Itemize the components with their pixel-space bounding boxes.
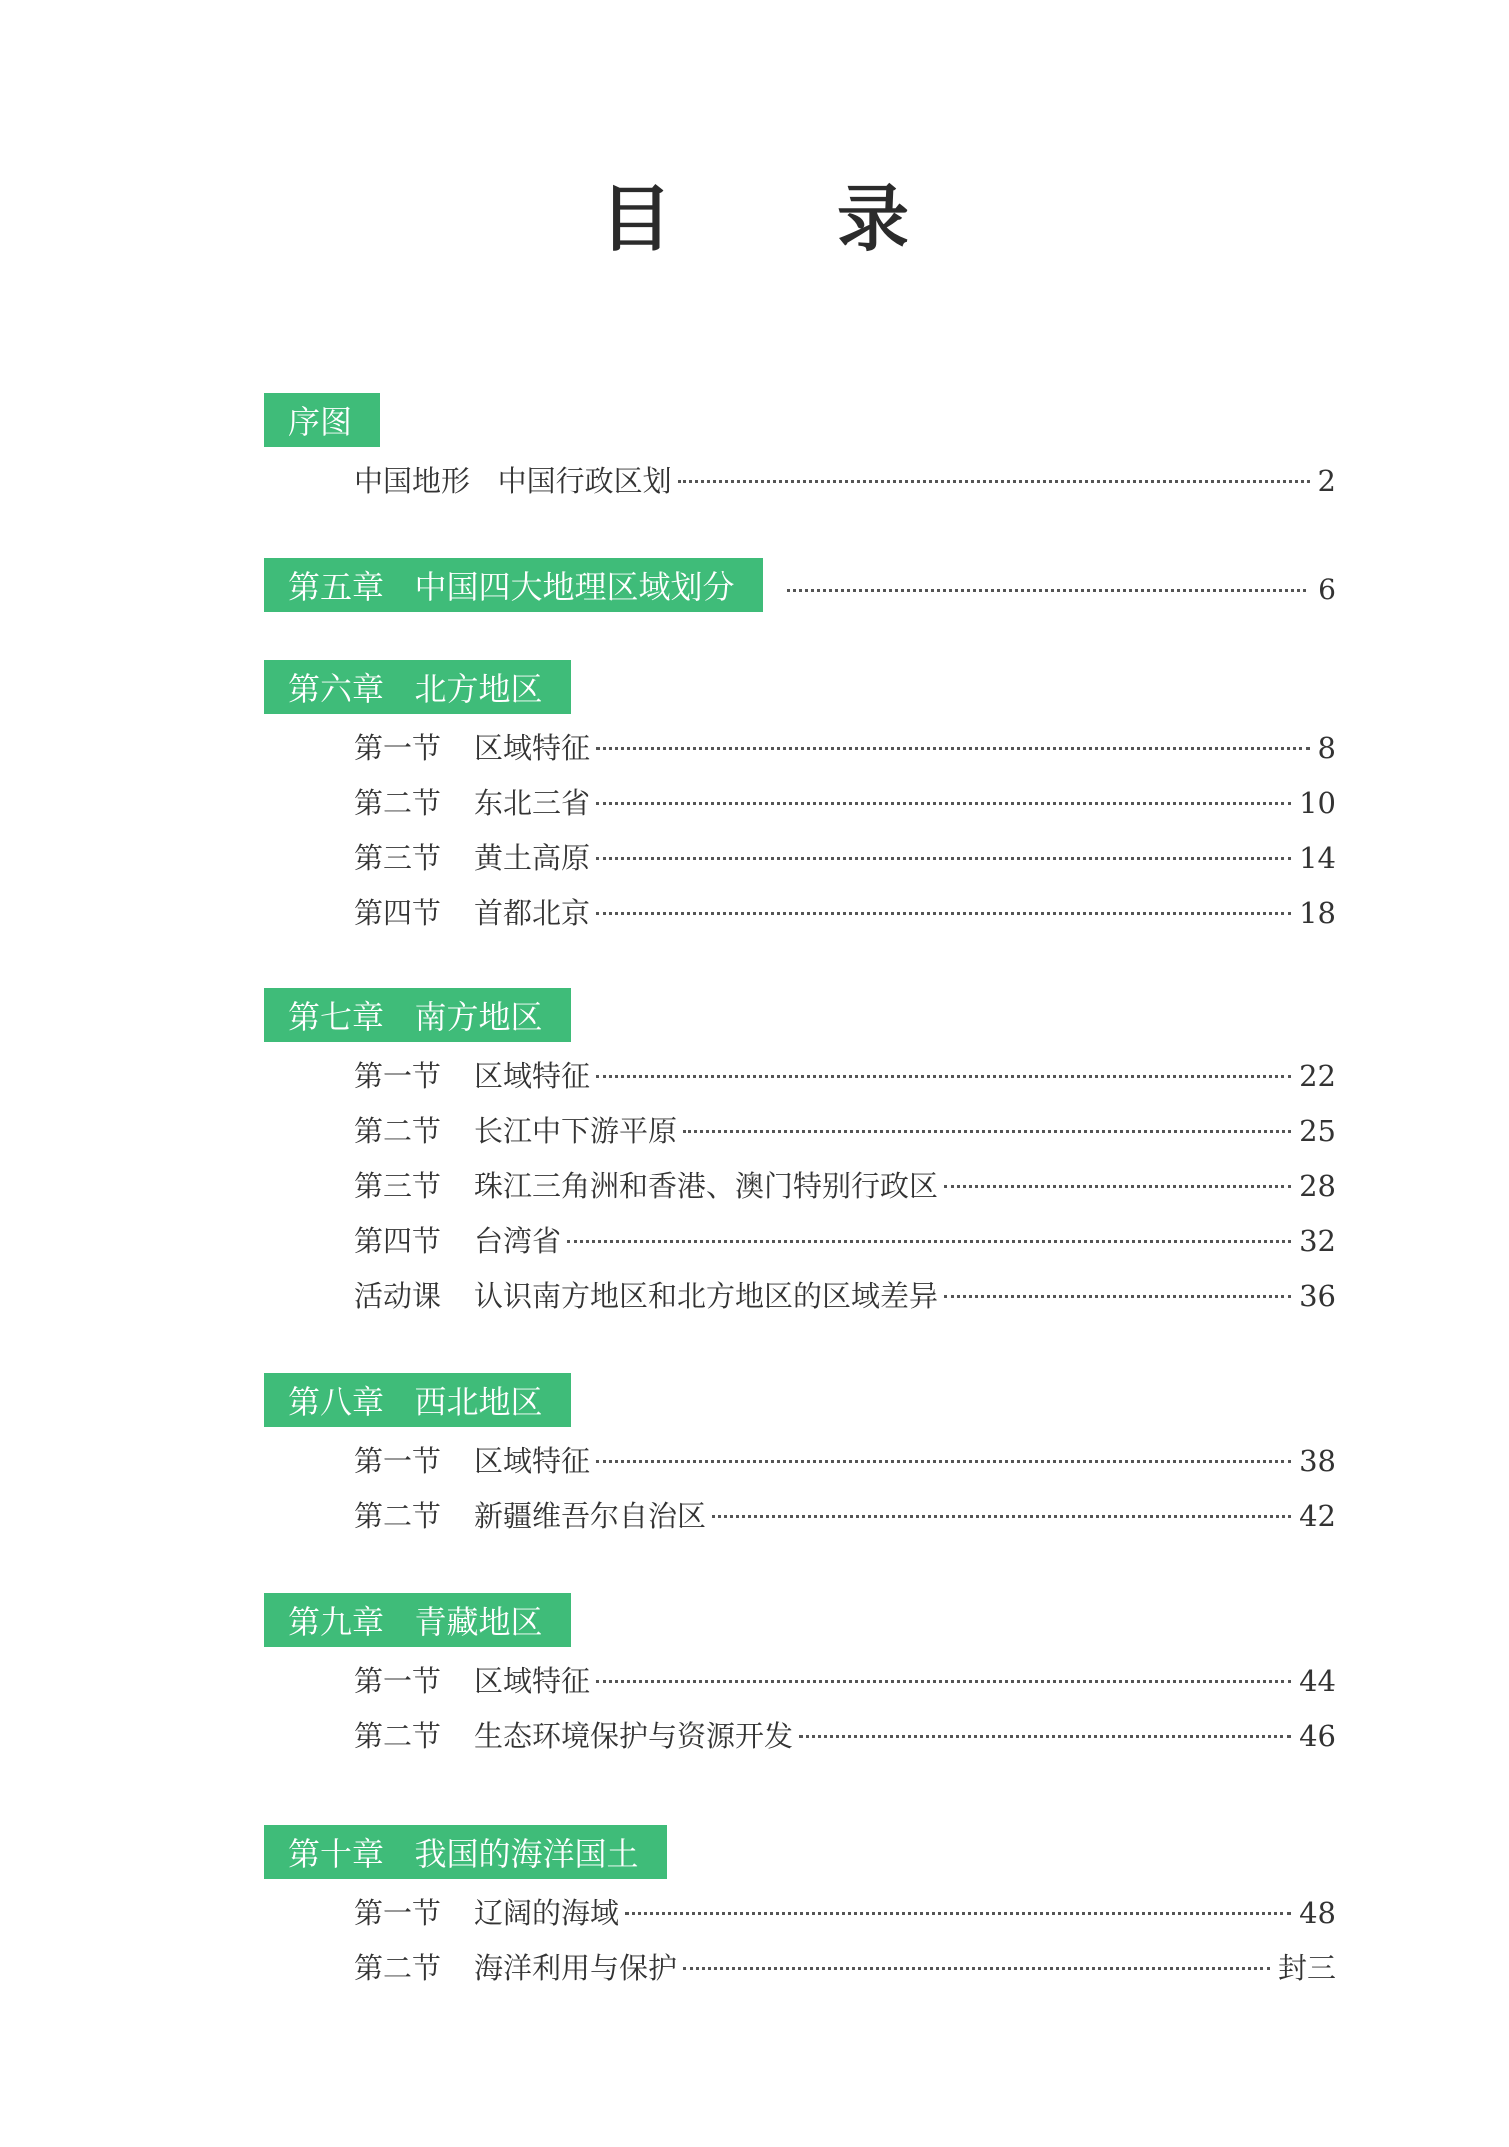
section-number: 活动课: [354, 1279, 442, 1313]
chapter-heading[interactable]: [264, 1593, 1336, 1647]
toc-entry[interactable]: [264, 1439, 1336, 1494]
section-title: 区域特征: [474, 1444, 591, 1478]
toc-entry[interactable]: [264, 1109, 1336, 1164]
dot-leader: [596, 912, 1291, 915]
dot-leader: [567, 1240, 1291, 1243]
dot-leader: [944, 1185, 1291, 1188]
section-title: 海洋利用与保护: [474, 1951, 678, 1985]
chapter-label: 第八章 西北地区: [264, 1373, 571, 1427]
dot-leader: [596, 1680, 1291, 1683]
chapter-label: 第七章 南方地区: [264, 988, 571, 1042]
section-title: 区域特征: [474, 1059, 591, 1093]
section-number: 第二节: [354, 1719, 442, 1753]
dot-leader: [596, 857, 1291, 860]
section-number: 第一节: [354, 1059, 442, 1093]
toc-entry[interactable]: [264, 1219, 1336, 1274]
chapter-block: [264, 393, 1336, 514]
chapter-heading[interactable]: [264, 1825, 1336, 1879]
section-title: 首都北京: [474, 896, 591, 930]
page-number: 22: [1299, 1059, 1336, 1093]
page-number: 14: [1299, 841, 1336, 875]
chapter-label: 第六章 北方地区: [264, 660, 571, 714]
page-number: 封三: [1277, 1951, 1336, 1985]
section-title: 辽阔的海域: [474, 1896, 620, 1930]
toc-entry[interactable]: [264, 1494, 1336, 1549]
page-number: 25: [1299, 1114, 1336, 1148]
section-title: 长江中下游平原: [474, 1114, 678, 1148]
dot-leader: [944, 1295, 1291, 1298]
chapter-label: 第五章 中国四大地理区域划分: [264, 558, 763, 612]
toc-entry[interactable]: [264, 1714, 1336, 1769]
chapter-heading[interactable]: [264, 393, 1336, 447]
chapter-block: [264, 1373, 1336, 1549]
section-title: 生态环境保护与资源开发: [474, 1719, 794, 1753]
chapter-heading[interactable]: [264, 558, 1336, 612]
chapter-label: 序图: [264, 393, 380, 447]
page-number: 10: [1299, 786, 1336, 820]
chapter-entries: [264, 1891, 1336, 2001]
toc-entry[interactable]: [264, 459, 1336, 514]
section-title: 区域特征: [474, 731, 591, 765]
chapter-block: [264, 1825, 1336, 2001]
chapter-block: [264, 660, 1336, 946]
dot-leader: [596, 1460, 1291, 1463]
chapter-entries: [264, 1659, 1336, 1769]
dot-leader: [678, 480, 1310, 483]
chapter-page-number: 6: [1318, 572, 1336, 606]
toc-entry[interactable]: [264, 781, 1336, 836]
toc-entry[interactable]: [264, 726, 1336, 781]
section-title: 东北三省: [474, 786, 591, 820]
page-number: 48: [1299, 1896, 1336, 1930]
section-number: 第一节: [354, 1664, 442, 1698]
section-title: 珠江三角洲和香港、澳门特别行政区: [474, 1169, 939, 1203]
dot-leader: [683, 1967, 1270, 1970]
chapter-block: [264, 558, 1336, 612]
dot-leader: [596, 747, 1310, 750]
toc-entry[interactable]: [264, 836, 1336, 891]
chapter-block: [264, 1593, 1336, 1769]
toc-entry[interactable]: [264, 1891, 1336, 1946]
page-title: 目 录: [599, 177, 980, 261]
table-of-contents: [264, 393, 1336, 2001]
dot-leader: [712, 1515, 1291, 1518]
section-number: 第四节: [354, 896, 442, 930]
page-number: 36: [1299, 1279, 1336, 1313]
chapter-entries: [264, 726, 1336, 946]
page-number: 2: [1317, 464, 1336, 498]
chapter-heading[interactable]: [264, 660, 1336, 714]
chapter-entries: [264, 1054, 1336, 1329]
section-title: 认识南方地区和北方地区的区域差异: [474, 1279, 939, 1313]
section-number: 第四节: [354, 1224, 442, 1258]
chapter-block: [264, 988, 1336, 1329]
section-number: 第二节: [354, 1499, 442, 1533]
section-number: 第三节: [354, 841, 442, 875]
toc-entry[interactable]: [264, 1274, 1336, 1329]
section-number: 第二节: [354, 1114, 442, 1148]
chapter-entries: [264, 459, 1336, 514]
section-number: 第三节: [354, 1169, 442, 1203]
dot-leader: [683, 1130, 1291, 1133]
dot-leader: [596, 1075, 1291, 1078]
page-number: 46: [1299, 1719, 1336, 1753]
chapter-heading[interactable]: [264, 1373, 1336, 1427]
section-title: 台湾省: [474, 1224, 562, 1258]
page-number: 18: [1299, 896, 1336, 930]
page-number: 42: [1299, 1499, 1336, 1533]
dot-leader: [787, 558, 1307, 612]
section-title: 区域特征: [474, 1664, 591, 1698]
section-title: 中国地形 中国行政区划: [354, 464, 672, 498]
dot-leader: [799, 1735, 1291, 1738]
page-number: 32: [1299, 1224, 1336, 1258]
section-number: 第二节: [354, 1951, 442, 1985]
section-title: 黄土高原: [474, 841, 591, 875]
toc-entry[interactable]: [264, 1164, 1336, 1219]
section-number: 第一节: [354, 1444, 442, 1478]
section-number: 第一节: [354, 1896, 442, 1930]
dot-leader: [625, 1912, 1291, 1915]
page-number: 44: [1299, 1664, 1336, 1698]
chapter-heading[interactable]: [264, 988, 1336, 1042]
toc-entry[interactable]: [264, 1659, 1336, 1714]
chapter-label: 第九章 青藏地区: [264, 1593, 571, 1647]
dot-leader: [596, 802, 1291, 805]
section-number: 第一节: [354, 731, 442, 765]
toc-entry[interactable]: [264, 891, 1336, 946]
page-number: 8: [1317, 731, 1336, 765]
page-number: 38: [1299, 1444, 1336, 1478]
chapter-label: 第十章 我国的海洋国土: [264, 1825, 667, 1879]
toc-entry[interactable]: [264, 1946, 1336, 2001]
page-number: 28: [1299, 1169, 1336, 1203]
section-title: 新疆维吾尔自治区: [474, 1499, 707, 1533]
toc-entry[interactable]: [264, 1054, 1336, 1109]
chapter-entries: [264, 1439, 1336, 1549]
section-number: 第二节: [354, 786, 442, 820]
